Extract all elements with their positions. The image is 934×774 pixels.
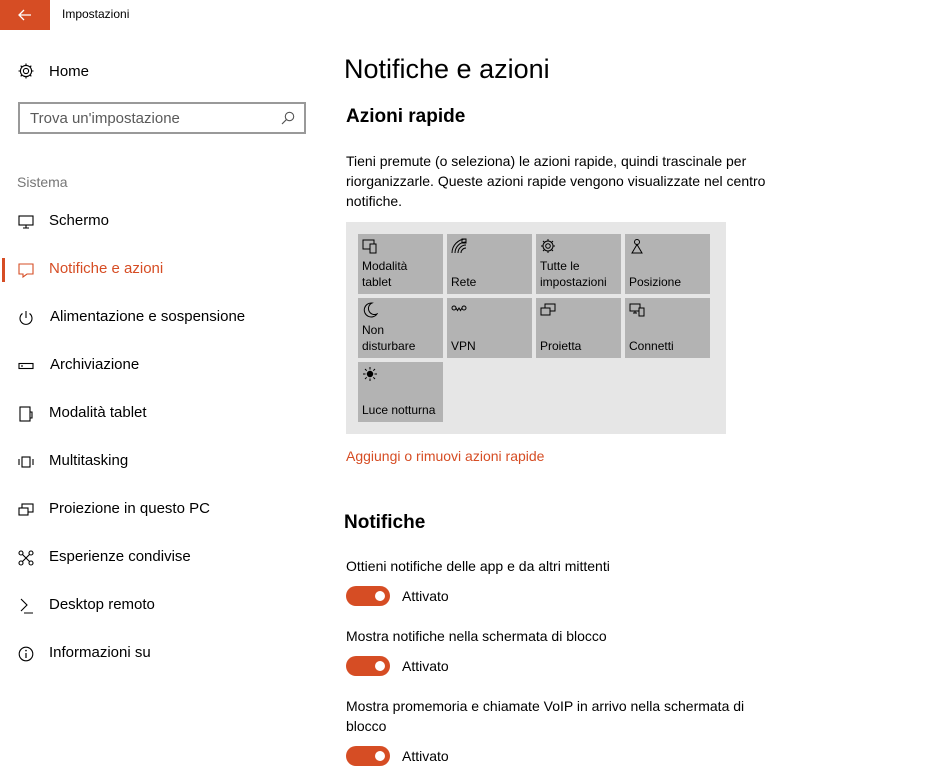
sidebar-item-archiviazione[interactable] xyxy=(0,342,330,390)
setting-label-app-notifications: Ottieni notifiche delle app e da altri mittenti xyxy=(346,558,610,574)
tile-label: VPN xyxy=(451,339,476,353)
sidebar-item-label: Modalità tablet xyxy=(49,404,147,421)
gear-icon xyxy=(540,238,556,254)
title-bar xyxy=(0,0,934,30)
tile-label: Posizione xyxy=(629,275,682,289)
tile-label: Tutte le impostazioni xyxy=(540,259,607,289)
sidebar-item-multitasking[interactable] xyxy=(0,438,330,486)
sidebar-item-label: Alimentazione e sospensione xyxy=(50,308,246,325)
brightness-icon xyxy=(362,366,378,382)
quick-action-network[interactable] xyxy=(447,234,532,294)
sidebar-item-tablet[interactable] xyxy=(0,390,330,438)
sidebar-item-proiezione[interactable] xyxy=(0,486,330,534)
sidebar-item-label: Schermo xyxy=(49,212,110,229)
app-notifications-toggle[interactable] xyxy=(346,586,390,606)
quick-action-all-settings[interactable] xyxy=(536,234,621,294)
quick-action-location[interactable] xyxy=(625,234,710,294)
quick-actions-description: Tieni premute (o seleziona) le azioni rapide, quindi trascinale per riorganizzarle. Queste azioni rapide vengono visualizzate nel centro notifiche. xyxy=(346,153,766,209)
network-icon xyxy=(451,238,467,254)
notifications-heading: Notifiche xyxy=(344,512,426,533)
quick-actions-heading: Azioni rapide xyxy=(346,106,466,127)
sidebar-item-label: Multitasking xyxy=(49,452,129,469)
home-label: Home xyxy=(49,62,90,80)
tile-label: Modalità tablet xyxy=(362,259,408,289)
toggle-row xyxy=(346,745,449,767)
sidebar-item-esperienze[interactable] xyxy=(0,534,330,582)
quick-action-vpn[interactable] xyxy=(447,298,532,358)
storage-icon xyxy=(17,357,35,375)
quick-action-night-light[interactable] xyxy=(358,362,443,422)
page-title: Notifiche e azioni xyxy=(344,54,550,84)
gear-icon xyxy=(17,62,35,80)
notification-icon xyxy=(17,261,35,279)
project-icon xyxy=(540,302,556,318)
app-title: Impostazioni xyxy=(62,7,130,21)
tile-label: Connetti xyxy=(629,339,674,353)
multitasking-icon xyxy=(17,453,35,471)
toggle-state-text: Attivato xyxy=(402,658,449,674)
quick-action-project[interactable] xyxy=(536,298,621,358)
quick-action-do-not-disturb[interactable] xyxy=(358,298,443,358)
lock-screen-notifications-toggle[interactable] xyxy=(346,656,390,676)
sidebar-item-label: Proiezione in questo PC xyxy=(49,500,210,517)
sidebar xyxy=(0,30,330,774)
quick-action-tablet-mode[interactable] xyxy=(358,234,443,294)
sidebar-item-label: Esperienze condivise xyxy=(49,548,191,565)
search-icon[interactable] xyxy=(280,110,296,126)
home-link[interactable] xyxy=(17,60,89,82)
setting-label-lock-screen-notifications: Mostra notifiche nella schermata di blocco xyxy=(346,628,607,644)
setting-label-voip-reminders: Mostra promemoria e chiamate VoIP in arrivo nella schermata di blocco xyxy=(346,698,745,734)
search-box[interactable] xyxy=(18,102,306,134)
sidebar-item-info[interactable] xyxy=(0,630,330,678)
section-label: Sistema xyxy=(17,174,68,190)
search-input[interactable] xyxy=(30,108,280,128)
connect-icon xyxy=(629,302,645,318)
shared-icon xyxy=(17,549,35,567)
quick-actions-panel xyxy=(346,222,726,434)
sidebar-nav xyxy=(0,198,330,678)
sidebar-item-label: Desktop remoto xyxy=(49,596,155,613)
remote-desktop-icon xyxy=(17,597,35,615)
voip-reminders-toggle[interactable] xyxy=(346,746,390,766)
tablet-icon xyxy=(17,405,35,423)
monitor-icon xyxy=(17,213,35,231)
sidebar-item-label: Informazioni su xyxy=(49,644,151,661)
sidebar-item-alimentazione[interactable] xyxy=(0,294,330,342)
tile-label: Luce notturna xyxy=(362,403,436,417)
toggle-state-text: Attivato xyxy=(402,748,449,764)
back-button[interactable] xyxy=(0,0,50,30)
power-icon xyxy=(17,309,35,327)
add-remove-quick-actions-link[interactable]: Aggiungi o rimuovi azioni rapide xyxy=(346,448,545,464)
toggle-knob xyxy=(375,591,385,601)
sidebar-item-label: Notifiche e azioni xyxy=(49,260,164,277)
toggle-knob xyxy=(375,751,385,761)
location-icon xyxy=(629,238,645,254)
toggle-state-text: Attivato xyxy=(402,588,449,604)
tile-label: Rete xyxy=(451,275,477,289)
back-arrow-icon xyxy=(18,9,32,21)
vpn-icon xyxy=(451,302,467,318)
sidebar-item-schermo[interactable] xyxy=(0,198,330,246)
info-icon xyxy=(17,645,35,663)
sidebar-item-remoto[interactable] xyxy=(0,582,330,630)
toggle-knob xyxy=(375,661,385,671)
tablet-mode-icon xyxy=(362,238,378,254)
quick-action-connect[interactable] xyxy=(625,298,710,358)
tile-label: Non disturbare xyxy=(362,323,416,353)
tile-label: Proietta xyxy=(540,339,582,353)
sidebar-item-notifiche[interactable] xyxy=(0,246,330,294)
moon-icon xyxy=(362,302,378,318)
sidebar-item-label: Archiviazione xyxy=(50,356,140,373)
toggle-row xyxy=(346,585,449,607)
projection-icon xyxy=(17,501,35,519)
toggle-row xyxy=(346,655,449,677)
